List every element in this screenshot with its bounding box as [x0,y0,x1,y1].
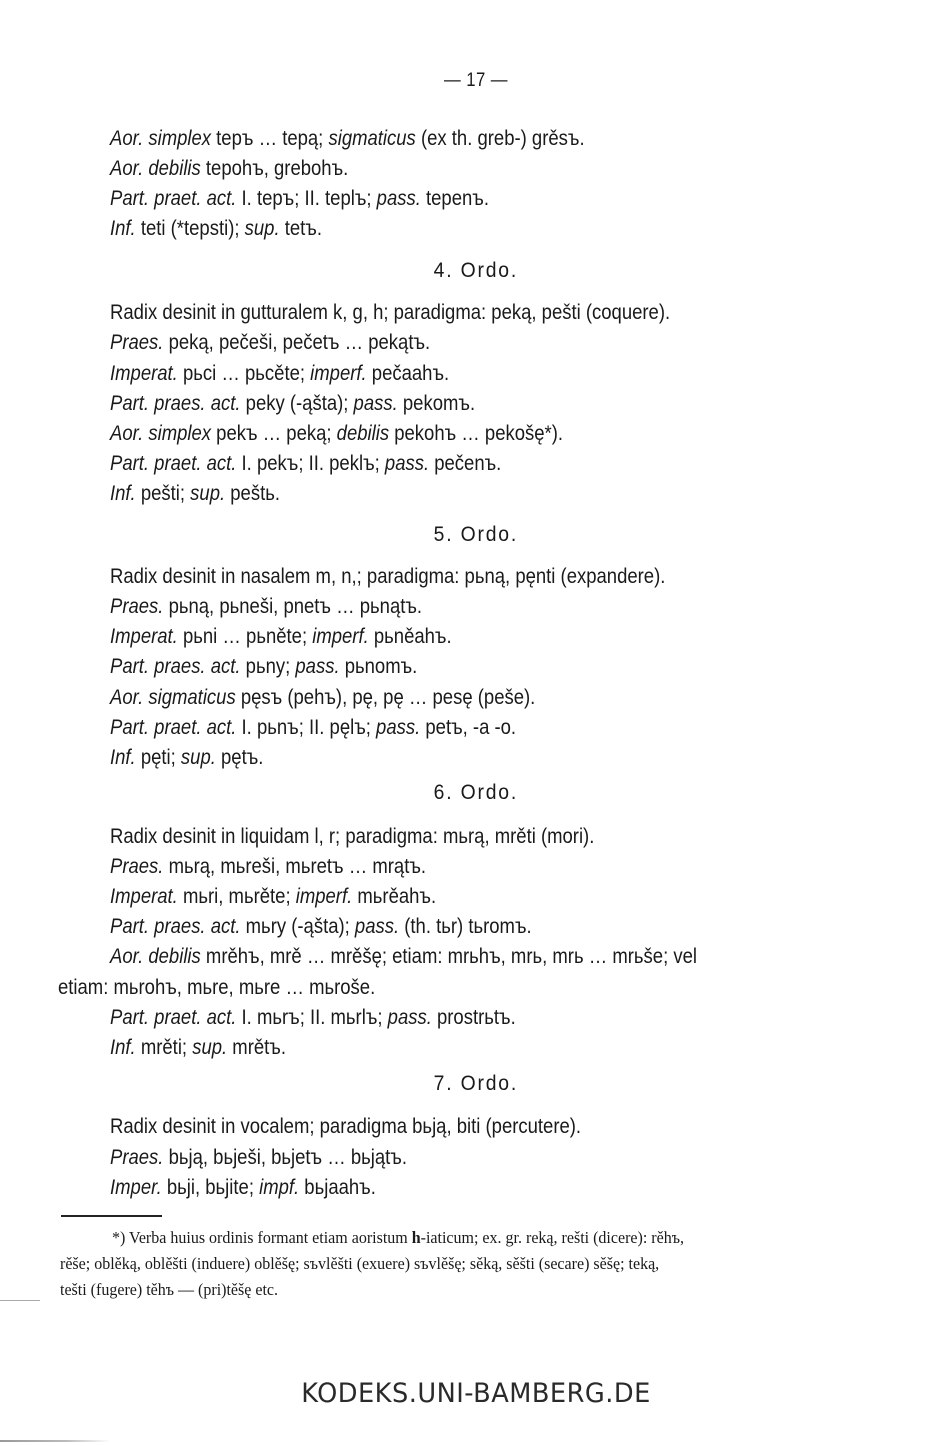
text-segment: h [411,1228,421,1247]
text-segment: tetъ. [279,216,322,240]
footnote-rule [61,1215,162,1217]
grammatical-label: Part. praet. act. [110,451,237,475]
text-segment: pьněahъ. [368,624,452,648]
text-segment: pekъ … peką; [211,421,337,445]
text-segment: I. pekъ; II. peklъ; [236,451,385,475]
text-segment: mrěti; [135,1035,193,1059]
text-segment: pьnomъ. [339,654,418,678]
grammatical-label: Part. praes. act. [110,914,241,938]
text-line [110,449,501,477]
text-line [110,713,516,741]
grammatical-label: Part. praes. act. [110,654,241,678]
text-segment: (th. tьr) tьromъ. [399,914,532,938]
text-segment: pešti; [135,481,191,505]
grammatical-label: sup. [180,745,216,769]
text-segment: prostrьtъ. [431,1005,516,1029]
text-segment: pętъ. [215,745,264,769]
section-heading-text: 7. Ordo. [433,1071,519,1095]
text-line [110,743,263,771]
text-segment: pьny; [240,654,296,678]
grammatical-label: Praes. [110,1145,164,1169]
grammatical-label: Inf. [110,1035,136,1059]
grammatical-label: pass. [354,914,400,938]
text-segment: bьji, bьjite; [161,1175,260,1199]
text-segment: I. pьnъ; II. pęlъ; [236,715,377,739]
section-heading [0,520,952,548]
text-segment: teti (*tepsti); [135,216,245,240]
grammatical-label: Praes. [110,854,164,878]
text-segment: mrěhъ, mrě … mrěšę; etiam: mrьhъ, mrь, mrь … mrьše; vel [200,944,697,968]
grammatical-label: Inf. [110,745,136,769]
grammatical-label: pass. [295,654,340,678]
text-segment: Radix desinit in gutturalem k, g, h; paradigma: peką, pešti (coquere). [110,300,671,324]
text-line [110,622,452,650]
grammatical-label: sup. [192,1035,228,1059]
text-segment: tepъ … tepą; [211,126,329,150]
footnote-line [60,1253,659,1275]
grammatical-label: pass. [376,186,421,210]
text-segment: tešti (fugere) těhъ — (pri)těšę etc. [60,1280,279,1299]
scan-artifact [0,1440,110,1442]
grammatical-label: Part. praet. act. [110,1005,237,1029]
grammatical-label: imperf. [312,624,369,648]
text-line [58,973,375,1001]
grammatical-label: sup. [190,481,226,505]
text-line [110,1033,286,1061]
grammatical-label: pass. [384,451,430,475]
text-line [110,479,280,507]
text-line [110,1112,581,1140]
text-segment: (ex th. greb-) grěsъ. [415,126,585,150]
text-segment: peką, pečeši, pečetъ … pekątъ. [163,330,431,354]
text-segment: pekomъ. [397,391,476,415]
grammatical-label: Imperat. [110,884,178,908]
text-line [110,852,426,880]
text-segment: pęsъ (pehъ), pę, pę … pesę (peše). [235,685,536,709]
text-segment: peštь. [225,481,280,505]
text-line [110,942,697,970]
section-heading [0,1069,952,1097]
grammatical-label: Aor. simplex [110,421,212,445]
text-segment: Radix desinit in liquidam l, r; paradigma: mьrą, mrěti (mori). [110,824,595,848]
grammatical-label: Imper. [110,1175,162,1199]
grammatical-label: Aor. simplex [110,126,212,150]
text-segment: rěše; oblěką, oblěšti (induere) oblěšę; sъvlěšti (exuere) sъvlěšę; sěką, sěšti (secare) sěšę; teką, [60,1254,660,1273]
grammatical-label: Inf. [110,481,136,505]
text-line [110,562,665,590]
watermark: KODEKS.UNI-BAMBERG.DE [301,1378,651,1409]
page-number: — 17 — [444,70,508,91]
text-line [110,683,535,711]
text-line [110,1143,407,1171]
grammatical-label: pass. [353,391,398,415]
text-line [110,124,585,152]
section-heading-text: 5. Ordo. [433,522,519,546]
text-line [110,822,594,850]
footnote-line [60,1279,278,1301]
text-line [110,592,422,620]
section-heading-text: 4. Ordo. [433,258,519,282]
text-segment: pьną, pьneši, pnetъ … pьnątъ. [163,594,423,618]
text-segment: mьrěahъ. [352,884,437,908]
section-heading-text: 6. Ordo. [433,780,519,804]
text-segment: pęti; [135,745,181,769]
text-line [110,214,322,242]
text-line [110,882,436,910]
text-segment: pьni … pьněte; [177,624,313,648]
scan-artifact [0,1300,40,1301]
text-segment: pečenъ. [429,451,502,475]
text-segment: Radix desinit in nasalem m, n,; paradigma: pьną, pęnti (expandere). [110,564,666,588]
text-segment: mьrą, mьreši, mьretъ … mrątъ. [163,854,427,878]
section-heading [0,256,952,284]
text-line [110,652,417,680]
text-segment: tepohъ, grebohъ. [200,156,349,180]
grammatical-label: Part. praes. act. [110,391,241,415]
text-segment: -iaticum; ex. gr. reką, rešti (dicere): rěhъ, [420,1228,685,1247]
footnote-line [112,1227,684,1249]
text-line [110,1173,376,1201]
text-segment: peky (-ąšta); [240,391,354,415]
text-segment: pekohъ … pekošę*). [389,421,564,445]
grammatical-label: Aor. debilis [110,944,201,968]
text-segment: *) Verba huius ordinis formant etiam aoristum [112,1228,412,1247]
text-segment: I. mьrъ; II. mьrlъ; [236,1005,388,1029]
text-line [110,1003,516,1031]
text-segment: petъ, -a -o. [420,715,517,739]
text-line [110,389,475,417]
grammatical-label: imperf. [310,361,367,385]
grammatical-label: debilis [336,421,390,445]
grammatical-label: Inf. [110,216,136,240]
text-segment: pečaahъ. [366,361,450,385]
grammatical-label: Imperat. [110,624,178,648]
text-line [110,184,489,212]
text-segment: mьry (-ąšta); [240,914,355,938]
grammatical-label: pass. [376,715,421,739]
grammatical-label: Imperat. [110,361,178,385]
text-line [110,359,449,387]
grammatical-label: sup. [244,216,280,240]
grammatical-label: Part. praet. act. [110,715,237,739]
grammatical-label: pass. [387,1005,432,1029]
grammatical-label: Part. praet. act. [110,186,237,210]
text-line [110,298,670,326]
section-heading [0,778,952,806]
text-segment: mrětъ. [227,1035,286,1059]
text-segment: Radix desinit in vocalem; paradigma bьją, biti (percutere). [110,1114,582,1138]
text-segment: I. tepъ; II. teplъ; [236,186,377,210]
grammatical-label: Praes. [110,330,164,354]
text-segment: mьri, mьrěte; [177,884,296,908]
text-segment: bьją, bьješi, bьjetъ … bьjątъ. [163,1145,408,1169]
grammatical-label: sigmaticus [328,126,416,150]
text-line [110,154,348,182]
text-line [110,419,563,447]
text-line [110,912,532,940]
grammatical-label: Aor. debilis [110,156,201,180]
text-line [110,328,430,356]
grammatical-label: imperf. [295,884,353,908]
text-segment: etiam: mьrohъ, mьre, mьre … mьroše. [58,975,376,999]
grammatical-label: impf. [259,1175,300,1199]
text-segment: tepenъ. [420,186,489,210]
text-segment: bьjaahъ. [299,1175,376,1199]
grammatical-label: Praes. [110,594,164,618]
text-segment: pьci … pьcěte; [177,361,311,385]
grammatical-label: Aor. sigmaticus [110,685,236,709]
